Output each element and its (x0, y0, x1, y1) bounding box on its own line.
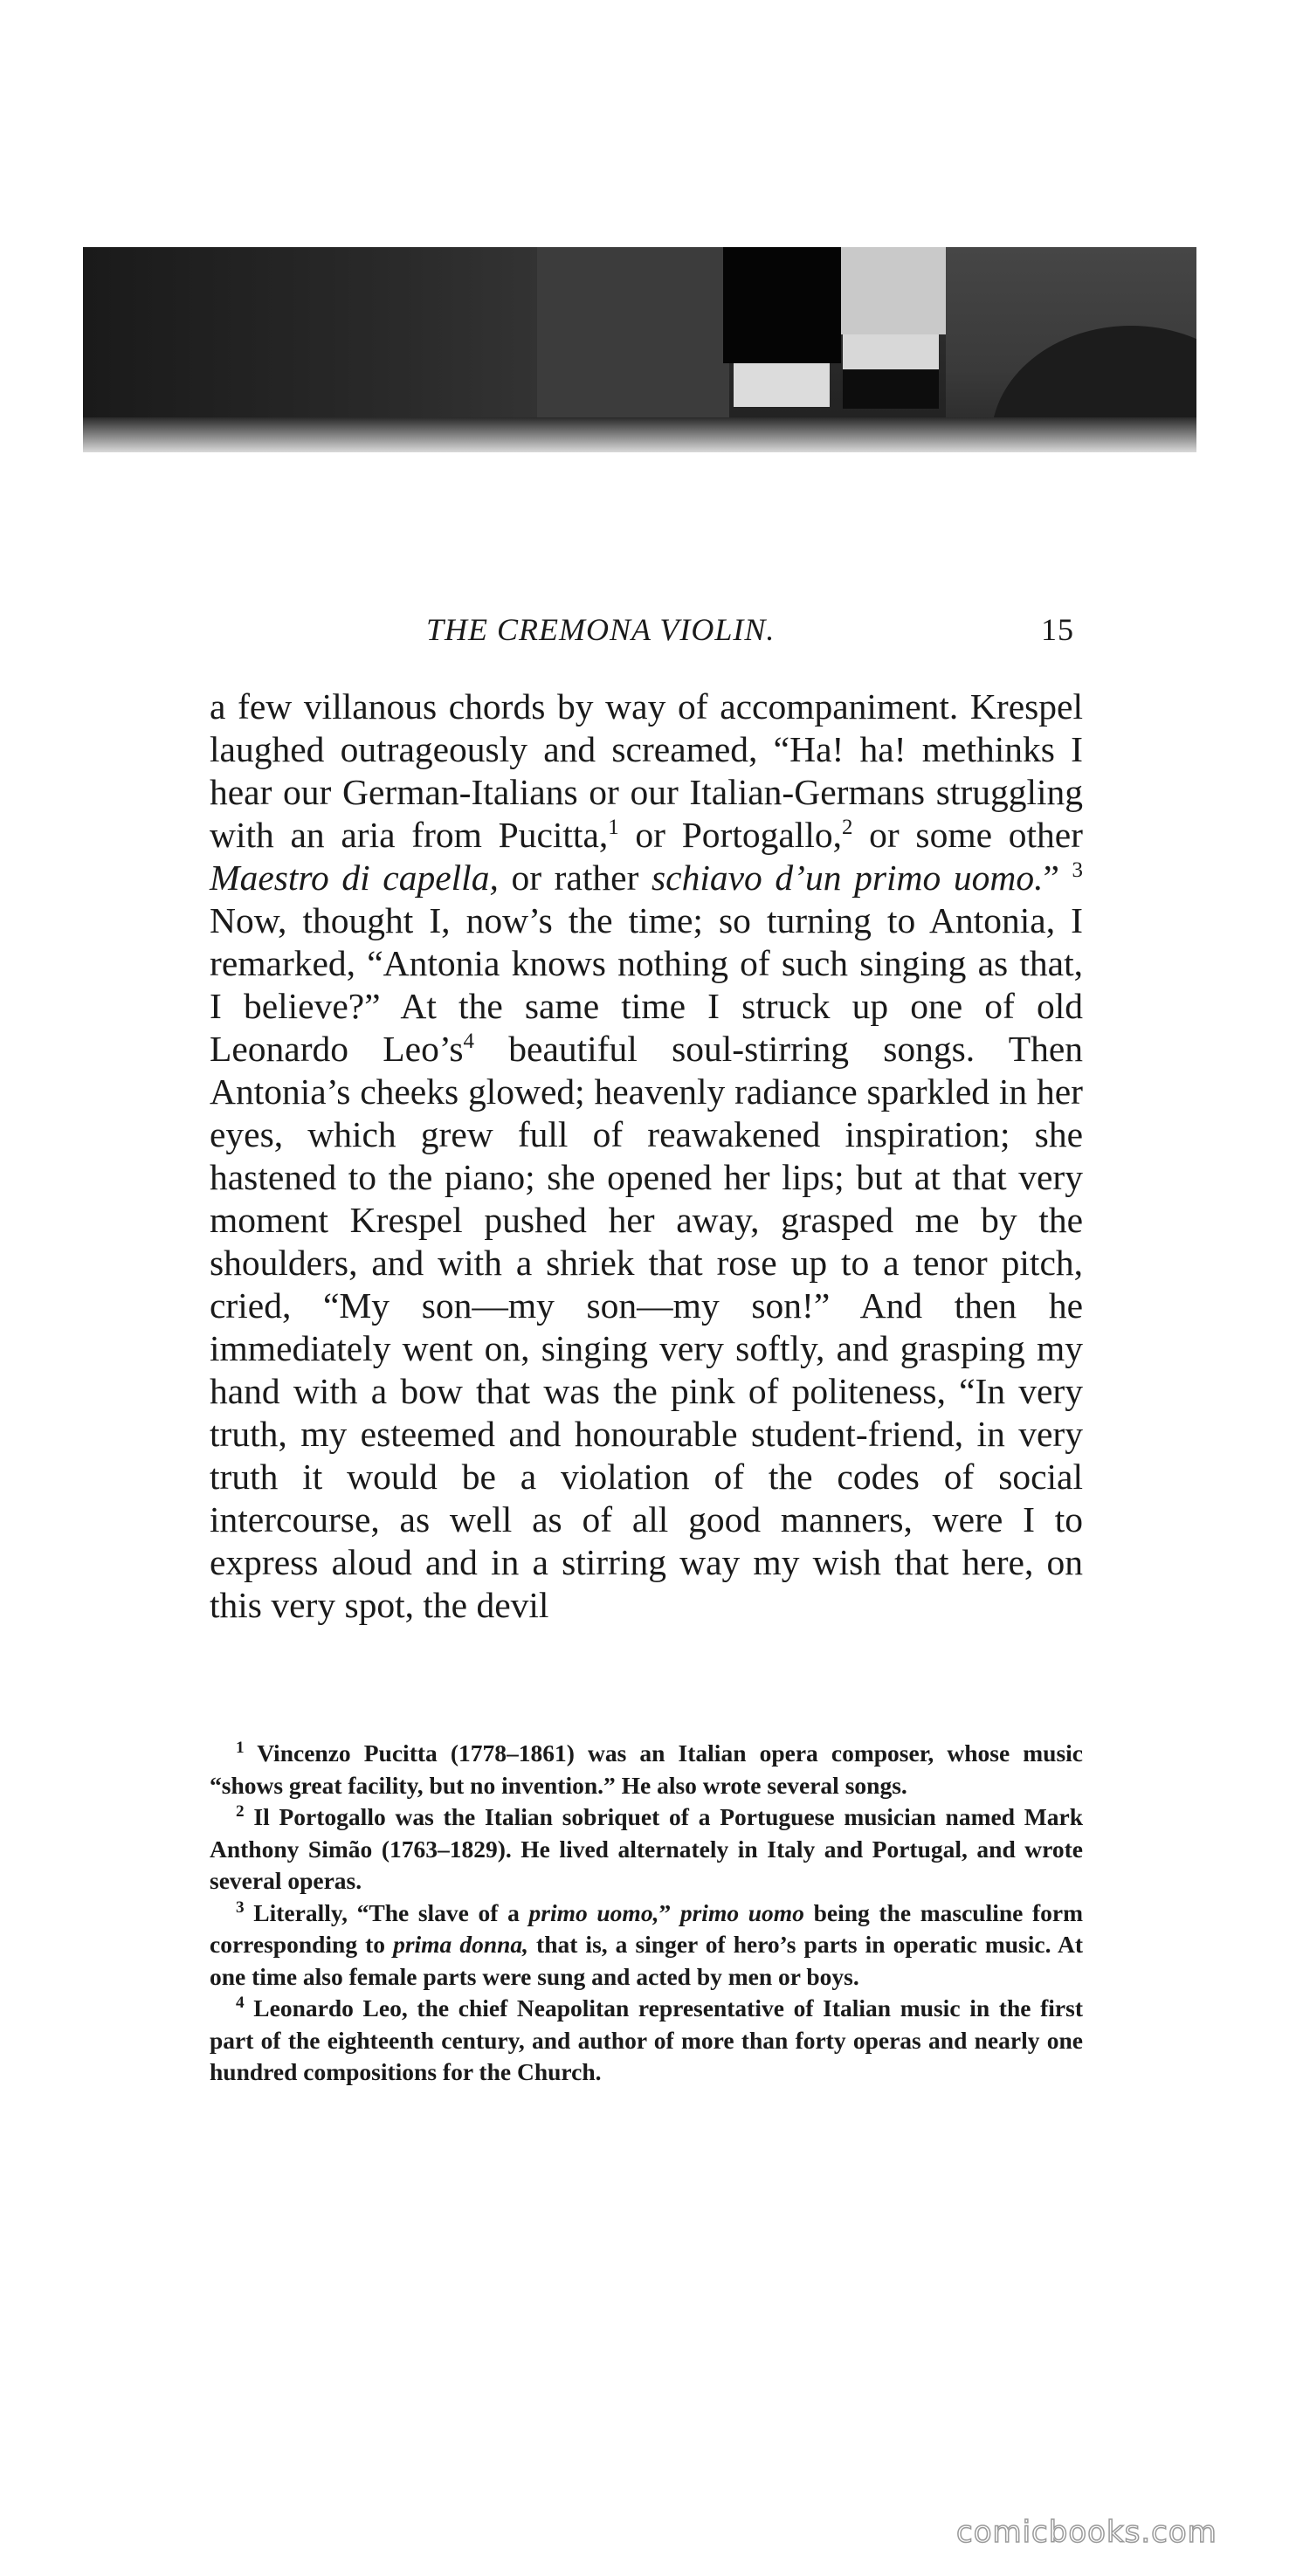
footnote-ref[interactable]: 4 (463, 1030, 474, 1054)
footnote-3: $^3$ Literally, “The slave of a primo uomo,” primo uomo being the masculine form corresponding to prima donna, that is, a singer of hero’s parts in operatic music. At one time also female parts were sung and acted by men or boys. (210, 1898, 1084, 1990)
page-number: 15 (1041, 612, 1074, 647)
running-head (210, 611, 1083, 655)
footnote-1: $^1$ Vincenzo Pucitta (1778–1861) was an Italian opera composer, whose music “shows great facility, but no invention.” He also wrote several songs. (210, 1738, 1083, 1799)
footnote-2: $^2$ Il Portogallo was the Italian sobriquet of a Portuguese musician named Mark Anthony Simão (1763–1829). He lived alternately in Italy and Portugal, and wrote several operas. (210, 1801, 1083, 1894)
body-paragraph: a few villanous chords by way of accompaniment. Krespel laughed outrageously and screamed, “Ha! ha! methinks I hear our German-Italians or our Italian-Germans struggling with an aria from Pucitta,$^1$ or Portogallo,$^2$ or some other Maestro di capella, or rather schiavo d’un primo uomo.” $^3$ Now, thought I, now’s the time; so turning to Antonia, I remarked, “Antonia knows nothing of such singing as that, I believe?” At the same time I struck up one of old Leonardo Leo’s$^4$ beautiful soul-stirring songs. Then Antonia’s cheeks glowed; heavenly radiance sparkled in her eyes, which grew full of reawakened inspiration; she hastened to the piano; she opened her lips; but at that very moment Krespel pushed her away, grasped me by the shoulders, and with a shriek that rose up to a tenor pitch, cried, “My son—my son—my son!” And then he immediately went on, singing very softly, and grasping my hand with a bow that was the pink of politeness, “In very truth, my esteemed and honourable student-friend, in very truth it would be a violation of the codes of social intercourse, as well as of all good manners, were I to express aloud and in a stirring way my wish that here, on this very spot, the devil (210, 686, 1083, 1625)
footnotes (210, 1738, 1083, 2089)
footnote-ref[interactable]: 2 (841, 816, 853, 840)
footnote-ref[interactable]: 3 (1072, 858, 1083, 883)
header-photograph (83, 247, 1196, 452)
running-title: THE CREMONA VIOLIN. (426, 612, 776, 647)
footnote-4: $^4$ Leonardo Leo, the chief Neapolitan representative of Italian music in the first part of the eighteenth century, and author of more than forty operas and nearly one hundred compositions for the Church. (210, 1993, 1083, 2085)
footnote-ref[interactable]: 1 (608, 816, 619, 840)
body-text (210, 685, 1083, 1627)
watermark: comicbooks.com (956, 2515, 1217, 2550)
